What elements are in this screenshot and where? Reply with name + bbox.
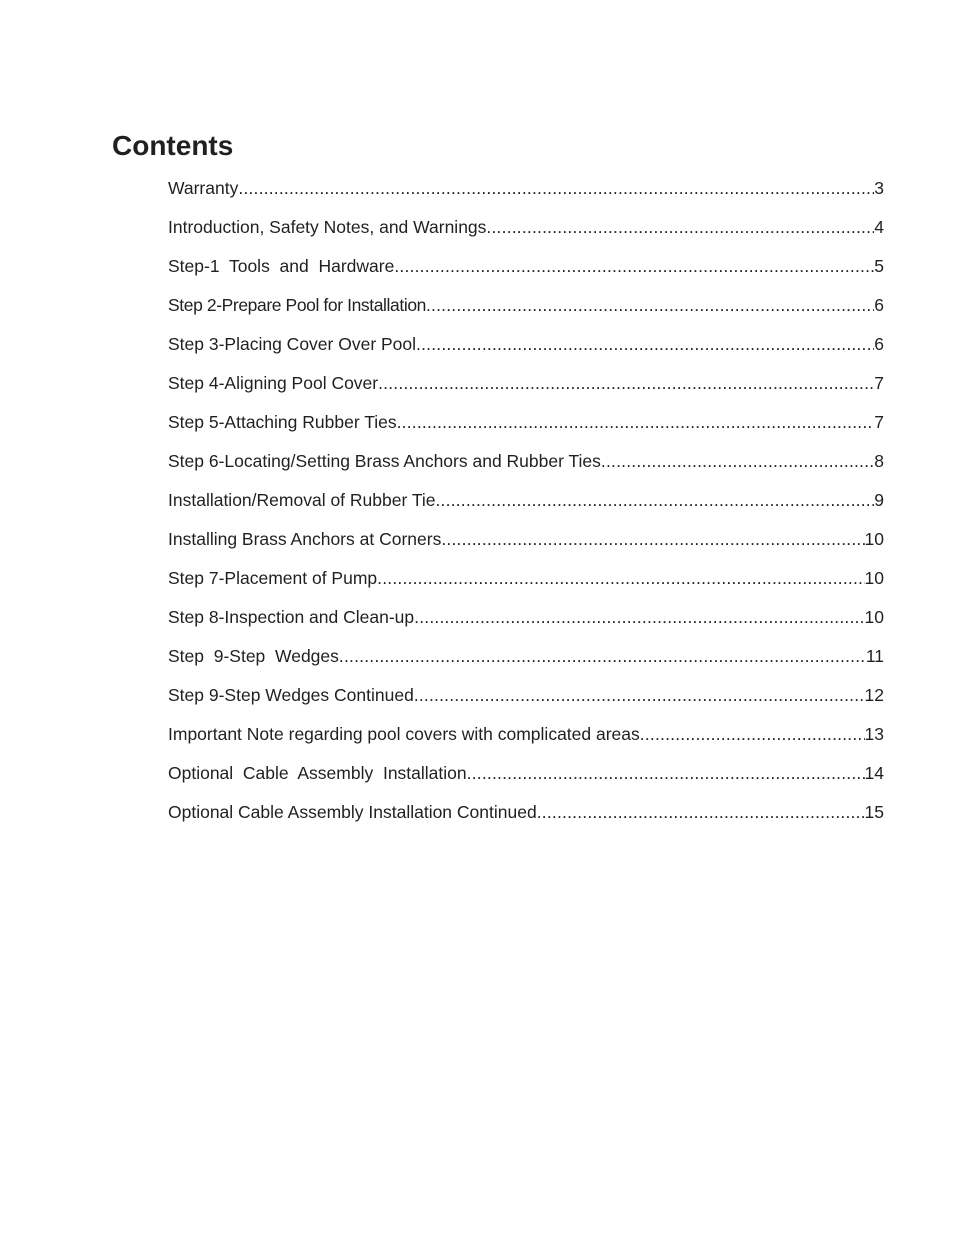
toc-entry[interactable] [168,370,884,409]
toc-dot-leader [397,409,875,435]
toc-entry-label: Step 2-Prepare Pool for Installation [168,295,426,315]
toc-entry[interactable] [168,760,884,799]
toc-entry[interactable] [168,292,884,331]
toc-dot-leader [426,292,874,318]
toc-page-number: 7 [874,412,884,432]
toc-page-number: 10 [864,607,884,627]
toc-entry-label: Installation/Removal of Rubber Tie [168,490,436,510]
toc-entry-label: Introduction, Safety Notes, and Warnings [168,217,487,237]
toc-page-number: 10 [864,568,884,588]
toc-page-number: 13 [864,724,884,744]
toc-entry-label: Step 9-Step Wedges [168,646,339,666]
toc-dot-leader [601,448,874,474]
toc-entry[interactable] [168,253,884,292]
toc-page-number: 6 [874,295,884,315]
toc-entry-label: Step 7-Placement of Pump [168,568,378,588]
toc-page-number: 9 [874,490,884,510]
toc-entry[interactable] [168,448,884,487]
toc-entry[interactable] [168,565,884,604]
toc-page-number: 12 [864,685,884,705]
toc-dot-leader [377,565,864,591]
toc-entry[interactable] [168,409,884,448]
toc-entry[interactable] [168,682,884,721]
toc-dot-leader [467,760,865,786]
toc-entry-label: Step 4-Aligning Pool Cover [168,373,379,393]
toc-entry-label: Optional Cable Assembly Installation Continued [168,802,537,822]
toc-entry[interactable] [168,721,884,760]
toc-dot-leader [339,643,866,669]
toc-dot-leader [537,799,865,825]
toc-dot-leader [486,214,874,240]
toc-page-number: 15 [864,802,884,822]
toc-entry[interactable] [168,175,884,214]
toc-entry-label: Installing Brass Anchors at Corners [168,529,442,549]
toc-entry-label: Step 9-Step Wedges Continued [168,685,414,705]
toc-page-number: 6 [874,334,884,354]
toc-dot-leader [414,682,865,708]
toc-dot-leader [378,370,874,396]
toc-entry[interactable] [168,604,884,643]
toc-dot-leader [394,253,874,279]
toc-entry[interactable] [168,643,884,682]
toc-dot-leader [441,526,864,552]
toc-page-number: 8 [874,451,884,471]
toc-page-number: 3 [874,178,884,198]
toc-entry[interactable] [168,214,884,253]
toc-entry-label: Important Note regarding pool covers with complicated areas [168,724,640,744]
toc-page-number: 11 [865,646,884,666]
toc-entry-label: Step 8-Inspection and Clean-up [168,607,415,627]
toc-entry-label: Step-1 Tools and Hardware [168,256,395,276]
toc-dot-leader [436,487,875,513]
toc-entry[interactable] [168,331,884,370]
toc-entry-label: Warranty [168,178,239,198]
toc-entry-label: Step 3-Placing Cover Over Pool [168,334,417,354]
toc-page-number: 5 [874,256,884,276]
toc-entry[interactable] [168,799,884,838]
toc-page-number: 7 [874,373,884,393]
toc-dot-leader [640,721,865,747]
toc-page-number: 4 [874,217,884,237]
toc-entry[interactable] [168,487,884,526]
toc-page-number: 10 [864,529,884,549]
toc-dot-leader [416,331,874,357]
table-of-contents [168,175,884,838]
toc-dot-leader [238,175,874,201]
toc-entry-label: Optional Cable Assembly Installation [168,763,467,783]
toc-entry-label: Step 6-Locating/Setting Brass Anchors and Rubber Ties [168,451,601,471]
page-title: Contents [112,130,234,161]
toc-dot-leader [414,604,864,630]
toc-page-number: 14 [864,763,884,783]
toc-entry-label: Step 5-Attaching Rubber Ties [168,412,397,432]
toc-entry[interactable] [168,526,884,565]
